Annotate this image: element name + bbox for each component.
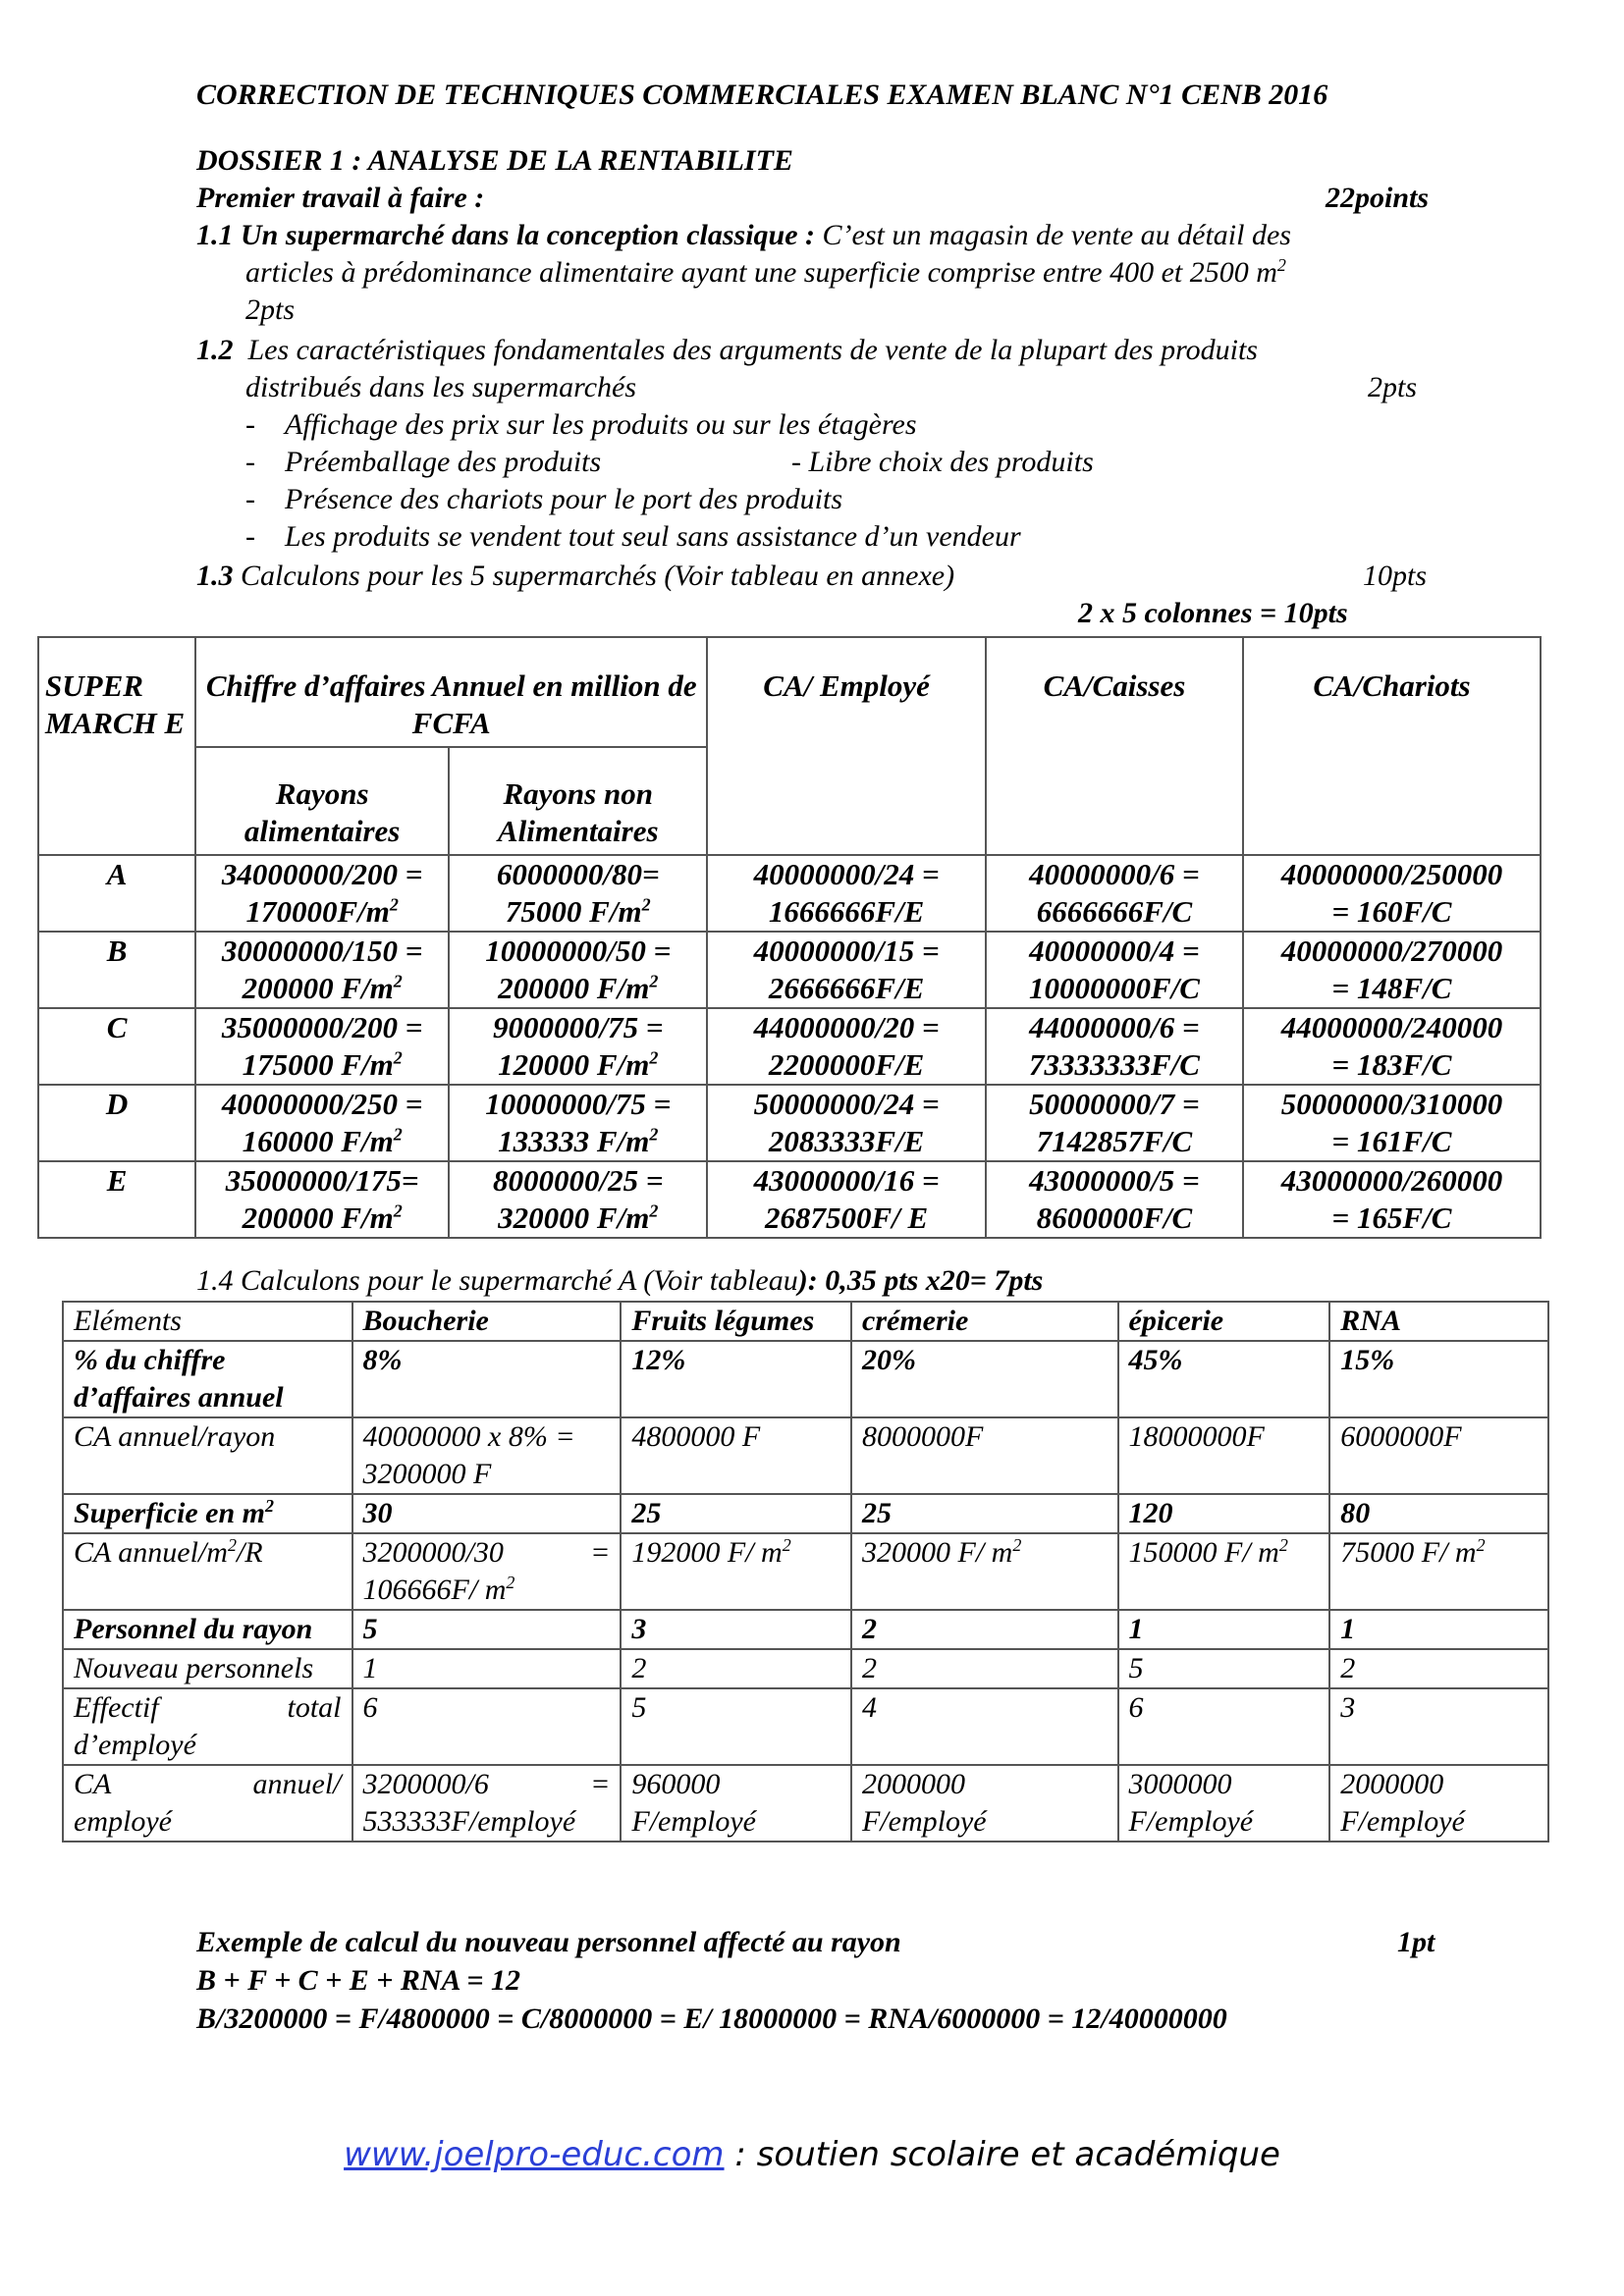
t2-head-boucherie: Boucherie <box>352 1302 622 1341</box>
table-cell: 5 <box>352 1610 622 1649</box>
table-cell: 40000000/24 = 1666666F/E <box>707 855 986 932</box>
table-cell: 40000000/4 = 10000000F/C <box>986 932 1243 1008</box>
table-cell: 150000 F/ $m^2$ <box>1118 1533 1330 1610</box>
table-cell: 35000000/200 = 175000 $F/m^2$ <box>195 1008 449 1085</box>
table-cell: 4800000 F <box>621 1417 851 1494</box>
header-chiffre-affaires: Chiffre d’affaires Annuel en million de FCFA <box>195 637 707 747</box>
table-cell: 44000000/6 = 73333333F/C <box>986 1008 1243 1085</box>
supermarket-row <box>38 932 1541 1008</box>
t2-label-effectif: Effectif total d’employé <box>63 1688 352 1765</box>
t2-label-nouveau: Nouveau personnels <box>63 1649 352 1688</box>
q1-1-points: 2pts <box>245 294 296 326</box>
supermarket-name: B <box>38 932 195 1008</box>
t2-head-rna: RNA <box>1329 1302 1548 1341</box>
t2-head-epicerie: épicerie <box>1118 1302 1330 1341</box>
q1-1-text: C’est un magasin de vente au détail des <box>815 219 1291 251</box>
rayon-analysis-table <box>62 1301 1549 1842</box>
t2-label-pct: % du chiffre d’affaires annuel <box>63 1341 352 1417</box>
table-cell: 3 <box>621 1610 851 1649</box>
q1-2-points: 2pts <box>1368 371 1418 403</box>
table-cell: 10000000/50 = 200000 $F/m^2$ <box>449 932 707 1008</box>
header-ca-employe: CA/ Employé <box>707 637 986 855</box>
q1-2-line1: 1.2 Les caractéristiques fondamentales des arguments de vente de la plupart des produits <box>196 334 1258 366</box>
t2-head-elements: Eléments <box>63 1302 352 1341</box>
table-cell: 8% <box>352 1341 622 1417</box>
table-cell: 40000000 x 8% = 3200000 F <box>352 1417 622 1494</box>
table-cell: 12% <box>621 1341 851 1417</box>
supermarket-row <box>38 1161 1541 1238</box>
t2-label-ca-employe: CA annuel/ employé <box>63 1765 352 1842</box>
q1-1-line2: articles à prédominance alimentaire ayant une superficie comprise entre 400 et 2500 $m^2$ <box>245 255 1286 289</box>
q1-2-line2: distribués dans les supermarchés <box>245 371 637 403</box>
bullet-item: - Affichage des prix sur les produits ou sur les étagères <box>245 408 917 441</box>
table-cell: 43000000/16 = 2687500F/ E <box>707 1161 986 1238</box>
header-rayons-alimentaires: Rayons alimentaires <box>195 747 449 855</box>
q1-1-heading: 1.1 Un supermarché dans la conception classique : <box>196 219 816 251</box>
table-cell: 8000000/25 = 320000 $F/m^2$ <box>449 1161 707 1238</box>
table-cell: 50000000/24 = 2083333F/E <box>707 1085 986 1161</box>
q1-3-note: 2 x 5 colonnes = 10pts <box>1078 597 1348 629</box>
table-cell: 2 <box>1329 1649 1548 1688</box>
table-cell: 192000 F/ $m^2$ <box>621 1533 851 1610</box>
t2-head-cremerie: crémerie <box>851 1302 1117 1341</box>
table-cell: 2000000 F/employé <box>1329 1765 1548 1842</box>
table-cell: 15% <box>1329 1341 1548 1417</box>
table-cell: 1 <box>1329 1610 1548 1649</box>
task-points: 22points <box>1326 182 1430 214</box>
table-cell: 50000000/7 = 7142857F/C <box>986 1085 1243 1161</box>
table-cell: 2 <box>851 1610 1117 1649</box>
q1-1-line1 <box>196 217 1291 254</box>
table-cell: 5 <box>1118 1649 1330 1688</box>
supermarket-row <box>38 1085 1541 1161</box>
table-cell: 80 <box>1329 1494 1548 1533</box>
q1-3-points: 10pts <box>1363 560 1428 592</box>
table-cell: 320000 F/ $m^2$ <box>851 1533 1117 1610</box>
table-cell: 34000000/200 = $170000F/m^2$ <box>195 855 449 932</box>
footer <box>0 2135 1624 2174</box>
table-cell: 1 <box>352 1649 622 1688</box>
table-cell: 40000000/6 = 6666666F/C <box>986 855 1243 932</box>
bullet-item: - Les produits se vendent tout seul sans assistance d’un vendeur <box>245 520 1021 553</box>
t2-label-personnel: Personnel du rayon <box>63 1610 352 1649</box>
formula-sum: B + F + C + E + RNA = 12 <box>196 1964 520 1997</box>
t2-label-superficie: Superficie en $m^2$ <box>63 1494 352 1533</box>
table-cell: 30 <box>352 1494 622 1533</box>
supermarket-name: C <box>38 1008 195 1085</box>
table-cell: 2 <box>851 1649 1117 1688</box>
table-cell: 35000000/175= 200000 $F/m^2$ <box>195 1161 449 1238</box>
q1-4-line: 1.4 Calculons pour le supermarché A (Voir tableau): 0,35 pts x20= 7pts <box>196 1264 1044 1297</box>
table-cell: 25 <box>851 1494 1117 1533</box>
table-cell: 10000000/75 = 133333 $F/m^2$ <box>449 1085 707 1161</box>
task-label: Premier travail à faire : <box>196 182 485 214</box>
table-cell: 2000000 F/employé <box>851 1765 1117 1842</box>
footer-link[interactable]: www.joelpro-educ.com <box>344 2135 725 2174</box>
bullet-item: - Présence des chariots pour le port des produits <box>245 483 842 515</box>
table-cell: 6000000/80= 75000 $F/m^2$ <box>449 855 707 932</box>
bullet-item-extra: - Libre choix des produits <box>791 446 1094 478</box>
table-cell: 75000 F/ $m^2$ <box>1329 1533 1548 1610</box>
q1-3-line: 1.3 Calculons pour les 5 supermarchés (Voir tableau en annexe) <box>196 560 955 592</box>
table-cell: 40000000/250 = 160000 $F/m^2$ <box>195 1085 449 1161</box>
supermarket-name: E <box>38 1161 195 1238</box>
table-cell: 40000000/270000 = 148F/C <box>1243 932 1541 1008</box>
table-cell: 45% <box>1118 1341 1330 1417</box>
table-cell: 40000000/15 = 2666666F/E <box>707 932 986 1008</box>
table-cell: 2 <box>621 1649 851 1688</box>
table-cell: 120 <box>1118 1494 1330 1533</box>
header-ca-caisses: CA/Caisses <box>986 637 1243 855</box>
t2-head-fruits: Fruits légumes <box>621 1302 851 1341</box>
header-ca-chariots: CA/Chariots <box>1243 637 1541 855</box>
supermarket-name: D <box>38 1085 195 1161</box>
supermarket-name: A <box>38 855 195 932</box>
table-cell: 5 <box>621 1688 851 1765</box>
supermarket-ratio-table <box>37 636 1542 1239</box>
formula-ratio: B/3200000 = F/4800000 = C/8000000 = E/ 18000000 = RNA/6000000 = 12/40000000 <box>196 2002 1227 2035</box>
table-cell: 50000000/310000 = 161F/C <box>1243 1085 1541 1161</box>
table-cell: 30000000/150 = 200000 $F/m^2$ <box>195 932 449 1008</box>
table-cell: 3200000/6 = 533333F/employé <box>352 1765 622 1842</box>
table-cell: 6 <box>1118 1688 1330 1765</box>
table-cell: 43000000/5 = 8600000F/C <box>986 1161 1243 1238</box>
table-cell: 44000000/20 = 2200000F/E <box>707 1008 986 1085</box>
table-cell: 40000000/250000 = 160F/C <box>1243 855 1541 932</box>
table-cell: 18000000F <box>1118 1417 1330 1494</box>
table-cell: 8000000F <box>851 1417 1117 1494</box>
document-title: CORRECTION DE TECHNIQUES COMMERCIALES EXAMEN BLANC N°1 CENB 2016 <box>196 79 1328 111</box>
footer-text: : soutien scolaire et académique <box>724 2135 1280 2174</box>
header-supermarche: SUPER MARCH E <box>38 637 195 855</box>
table-cell: 43000000/260000 = 165F/C <box>1243 1161 1541 1238</box>
exemple-title: Exemple de calcul du nouveau personnel affecté au rayon <box>196 1926 901 1958</box>
table-cell: 44000000/240000 = 183F/C <box>1243 1008 1541 1085</box>
t2-label-ca-rayon: CA annuel/rayon <box>63 1417 352 1494</box>
table-cell: 3 <box>1329 1688 1548 1765</box>
table-cell: 20% <box>851 1341 1117 1417</box>
table-cell: 1 <box>1118 1610 1330 1649</box>
table-cell: 6 <box>352 1688 622 1765</box>
table-cell: 4 <box>851 1688 1117 1765</box>
bullet-item: - Préemballage des produits <box>245 446 602 478</box>
table-cell: 6000000F <box>1329 1417 1548 1494</box>
table-cell: 960000 F/employé <box>621 1765 851 1842</box>
dossier-heading: DOSSIER 1 : ANALYSE DE LA RENTABILITE <box>196 144 793 177</box>
table-cell: 9000000/75 = 120000 $F/m^2$ <box>449 1008 707 1085</box>
supermarket-row <box>38 855 1541 932</box>
table-cell: 3200000/30 = 106666F/ $m^2$ <box>352 1533 622 1610</box>
exemple-points: 1pt <box>1397 1926 1435 1958</box>
supermarket-row <box>38 1008 1541 1085</box>
header-rayons-non-alimentaires: Rayons non Alimentaires <box>449 747 707 855</box>
t2-label-ca-m2: CA annuel/$m^2/R$ <box>63 1533 352 1610</box>
table-cell: 3000000 F/employé <box>1118 1765 1330 1842</box>
table-cell: 25 <box>621 1494 851 1533</box>
